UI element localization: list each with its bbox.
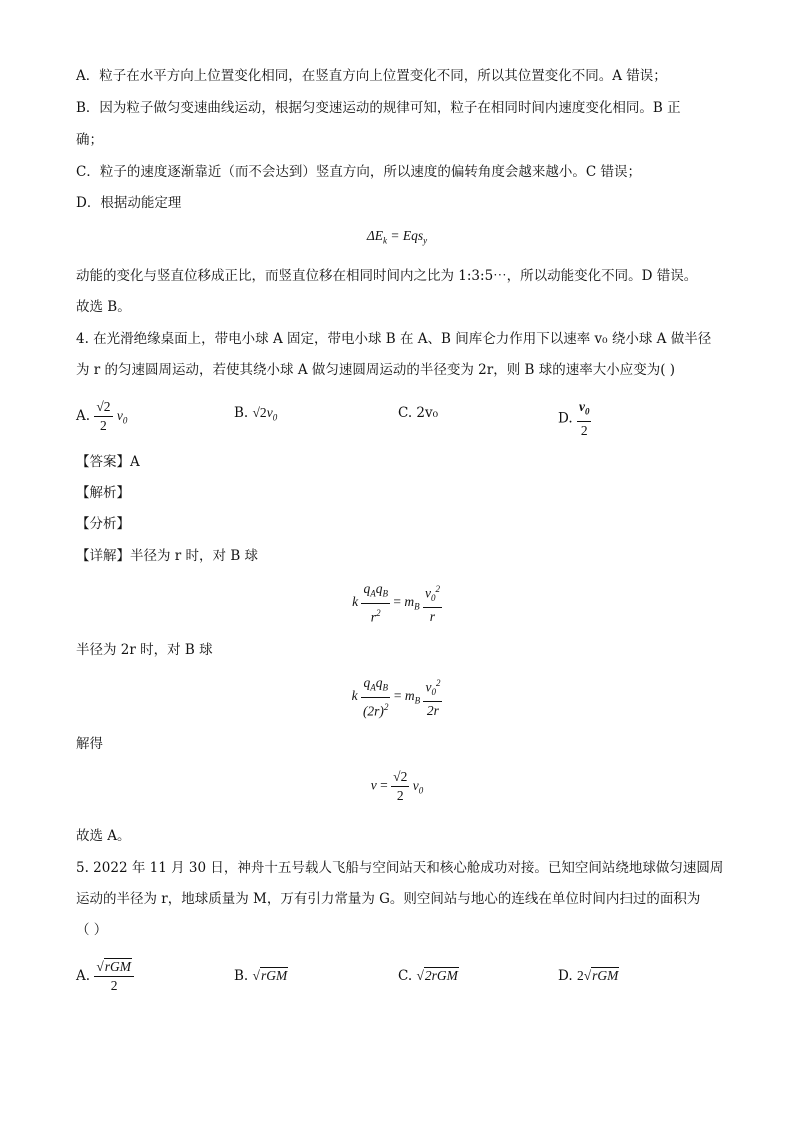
q4-second-case-text: 半径为 2r 时，对 B 球 xyxy=(76,642,213,658)
q4-final-answer: 故选 A。 xyxy=(76,828,131,844)
q5-option-b: B. √rGM xyxy=(234,968,288,984)
q3-answer: 故选 B。 xyxy=(76,299,131,315)
q5-option-a-formula: $\frac{\text{√rGM}}{2}$ xyxy=(94,958,134,995)
q5-stem-line2: 运动的半径为 r，地球质量为 M，万有引力常量为 G。则空间站与地心的连线在单位时间内扫过的面积为 xyxy=(76,891,701,907)
q4-solve-text: 解得 xyxy=(76,736,103,752)
q4-fenxi-tag: 【分析】 xyxy=(76,516,130,532)
q4-option-b: B. $√2v_0$ xyxy=(234,405,278,423)
q4-option-a-formula: $\frac{√2}{2}$ xyxy=(96,399,111,433)
kinetic-energy-formula: $\Delta E_k = Eqs_y$ xyxy=(366,228,428,246)
q5-option-d: D. 2√rGM xyxy=(558,968,619,984)
q4-answer-tag: 【答案】A xyxy=(76,454,140,470)
velocity-result: v = $\frac{√2}{2}$ $v_0$ xyxy=(370,769,424,803)
q5-stem-line3: （ ） xyxy=(76,922,108,938)
q4-option-a: A. $\frac{√2}{2}$ $v_0$ xyxy=(76,399,128,433)
q3-option-b-explanation: B．因为粒子做匀变速曲线运动，根据匀变速运动的规律可知，粒子在相同时间内速度变化相同。B 正 xyxy=(76,100,681,116)
q4-detail-tag: 【详解】 xyxy=(76,548,130,564)
q4-detail-text: 半径为 r 时，对 B 球 xyxy=(130,548,259,564)
q5-option-c: C. √2rGM xyxy=(398,968,458,984)
q5-option-a: A. $\frac{\text{√rGM}}{2}$ xyxy=(76,958,134,995)
q4-stem-line1: 4. 在光滑绝缘桌面上，带电小球 A 固定，带电小球 B 在 A、B 间库仑力作用下以速率 v₀ 绕小球 A 做半径 xyxy=(76,331,712,347)
q4-stem-line2: 为 r 的匀速圆周运动，若使其绕小球 A 做匀速圆周运动的半径变为 2r，则 B 球的速率大小应变为( ) xyxy=(76,362,676,378)
q3-option-a-explanation: A．粒子在水平方向上位置变化相同，在竖直方向上位置变化不同，所以其位置变化不同。A 错误； xyxy=(76,68,667,84)
q4-option-d: D. $\frac{v_0}{2}$ xyxy=(558,399,590,438)
q3-option-c-explanation: C．粒子的速度逐渐靠近（而不会达到）竖直方向，所以速度的偏转角度会越来越小。C 错误； xyxy=(76,164,641,180)
q4-option-d-formula: $\frac{v_0}{2}$ xyxy=(578,399,590,438)
coulomb-equation-2: k $\frac{q_Aq_B}{(2r)^2}$ = $m_B$ $\frac{v_0^2}{2r}$ xyxy=(351,675,441,719)
q5-stem-line1: 5. 2022 年 11 月 30 日，神舟十五号载人飞船与空间站天和核心舱成功对接。已知空间站绕地球做匀速圆周 xyxy=(76,860,724,876)
q4-detail xyxy=(76,546,258,566)
q4-analysis-tag: 【解析】 xyxy=(76,485,130,501)
q3-option-d-explanation: D．根据动能定理 xyxy=(76,195,182,211)
q3-conclusion: 动能的变化与竖直位移成正比，而竖直位移在相同时间内之比为 1:3:5⋯，所以动能变化不同。D 错误。 xyxy=(76,268,698,284)
coulomb-equation-1: k $\frac{q_Aq_B}{r^2}$ = $m_B$ $\frac{v_0^2}{r}$ xyxy=(352,581,440,625)
q4-option-c: C. 2v₀ xyxy=(398,405,439,421)
q3-option-b-explanation-cont: 确； xyxy=(76,132,103,148)
